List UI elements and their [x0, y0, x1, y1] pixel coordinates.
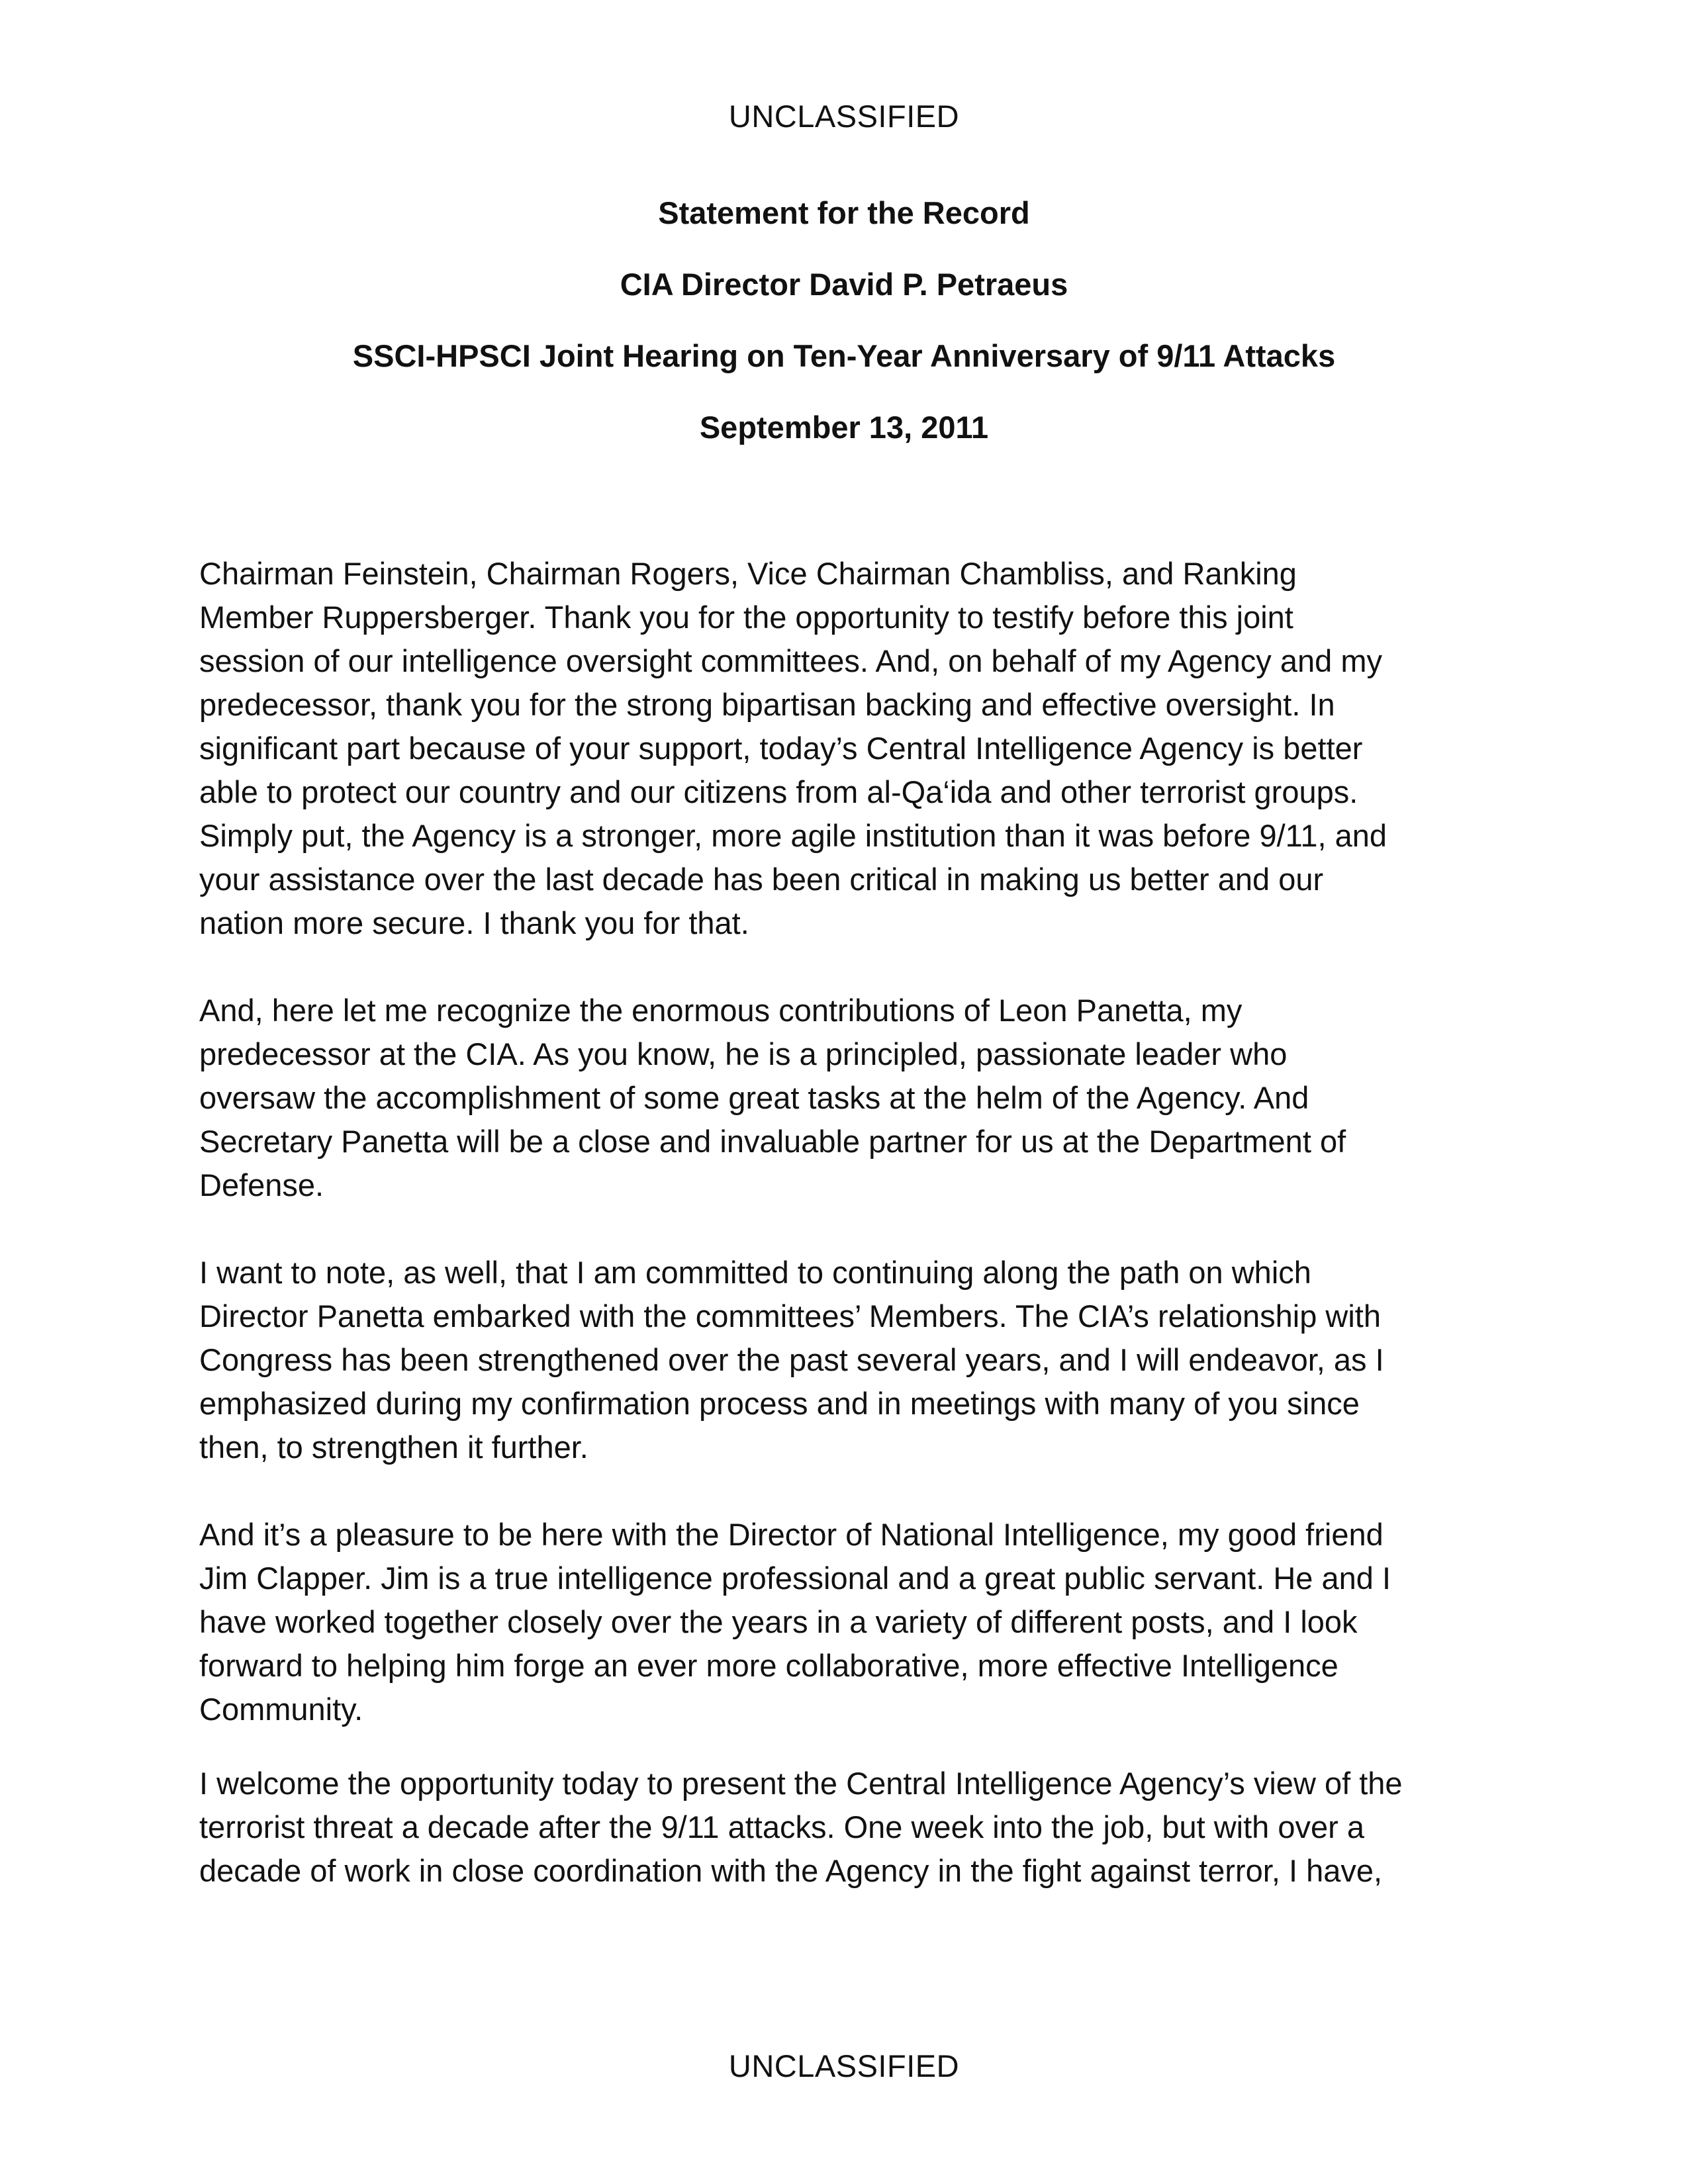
- speaker-name: CIA Director David P. Petraeus: [620, 267, 1068, 302]
- text-line: terrorist threat a decade after the 9/11 attacks. One week into the job, but with over a: [199, 1809, 1364, 1844]
- text-line: Congress has been strengthened over the past several years, and I will endeavor, as I: [199, 1342, 1384, 1377]
- paragraph-3: [199, 1251, 1497, 1469]
- text-line: Defense.: [199, 1167, 324, 1203]
- text-line: Community.: [199, 1692, 363, 1727]
- text-line: decade of work in close coordination with the Agency in the fight against terror, I have,: [199, 1853, 1383, 1888]
- hearing-date: September 13, 2011: [699, 410, 989, 445]
- paragraph-4: [199, 1513, 1497, 1731]
- statement-body: [199, 552, 1497, 1893]
- text-line: have worked together closely over the years in a variety of different posts, and I look: [199, 1604, 1358, 1639]
- text-line: Director Panetta embarked with the committees’ Members. The CIA’s relationship with: [199, 1298, 1381, 1334]
- text-line: able to protect our country and our citizens from al-Qa‘ida and other terrorist groups.: [199, 774, 1358, 809]
- text-line: Chairman Feinstein, Chairman Rogers, Vice Chairman Chambliss, and Ranking: [199, 556, 1297, 591]
- text-line: predecessor, thank you for the strong bipartisan backing and effective oversight. In: [199, 687, 1335, 722]
- text-line: I welcome the opportunity today to present the Central Intelligence Agency’s view of the: [199, 1766, 1403, 1801]
- text-line: emphasized during my confirmation process and in meetings with many of you since: [199, 1386, 1360, 1421]
- text-line: Simply put, the Agency is a stronger, more agile institution than it was before 9/11, and: [199, 818, 1387, 853]
- paragraph-5: [199, 1762, 1497, 1893]
- text-line: significant part because of your support, today’s Central Intelligence Agency is better: [199, 731, 1363, 766]
- text-line: Secretary Panetta will be a close and invaluable partner for us at the Department of: [199, 1124, 1346, 1159]
- title-block: [0, 195, 1688, 480]
- paragraph-1: [199, 552, 1497, 945]
- classification-header: UNCLASSIFIED: [728, 99, 960, 134]
- text-line: then, to strengthen it further.: [199, 1430, 588, 1465]
- paragraph-2: [199, 989, 1497, 1207]
- classification-footer: UNCLASSIFIED: [728, 2048, 960, 2083]
- hearing-name: SSCI-HPSCI Joint Hearing on Ten-Year Anniversary of 9/11 Attacks: [352, 338, 1336, 373]
- text-line: I want to note, as well, that I am committed to continuing along the path on which: [199, 1255, 1311, 1290]
- text-line: nation more secure. I thank you for that.: [199, 905, 749, 940]
- text-line: Jim Clapper. Jim is a true intelligence professional and a great public servant. He and I: [199, 1561, 1391, 1596]
- text-line: predecessor at the CIA. As you know, he is a principled, passionate leader who: [199, 1036, 1288, 1071]
- text-line: forward to helping him forge an ever more collaborative, more effective Intelligence: [199, 1648, 1338, 1683]
- text-line: session of our intelligence oversight committees. And, on behalf of my Agency and my: [199, 643, 1382, 678]
- text-line: oversaw the accomplishment of some great tasks at the helm of the Agency. And: [199, 1080, 1309, 1115]
- text-line: Member Ruppersberger. Thank you for the opportunity to testify before this joint: [199, 600, 1293, 635]
- document-title: Statement for the Record: [658, 195, 1030, 230]
- text-line: And it’s a pleasure to be here with the Director of National Intelligence, my good friend: [199, 1517, 1383, 1552]
- text-line: And, here let me recognize the enormous contributions of Leon Panetta, my: [199, 993, 1243, 1028]
- text-line: your assistance over the last decade has been critical in making us better and our: [199, 862, 1324, 897]
